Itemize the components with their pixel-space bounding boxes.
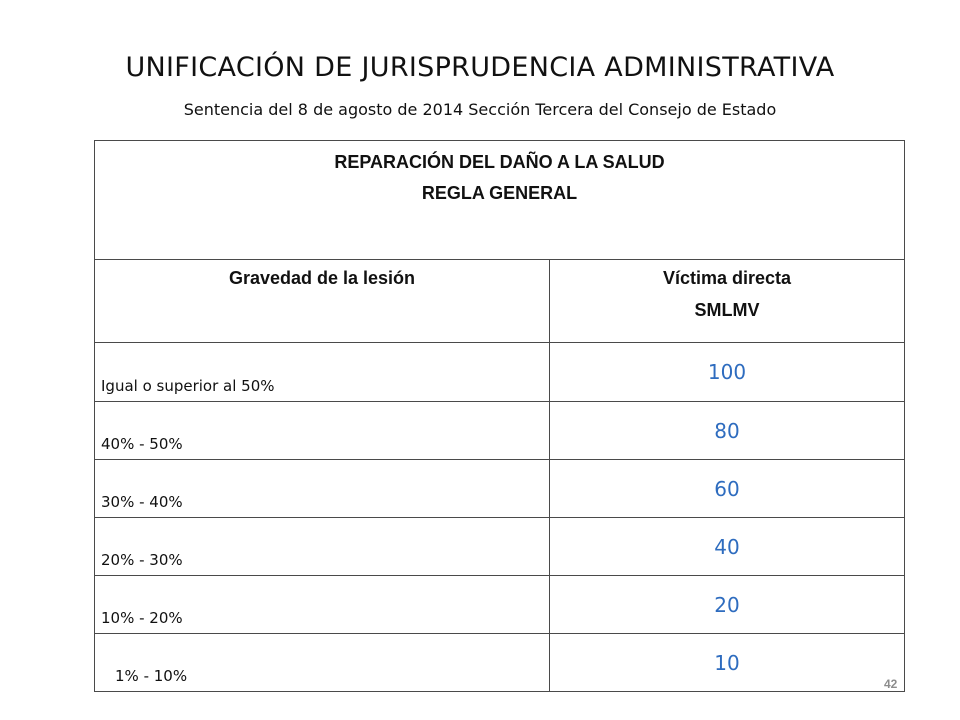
table-row [95,343,905,402]
column-header-severity [95,260,550,343]
page-number: 42 [884,677,898,691]
smlmv-value-cell: 40 [550,518,905,576]
severity-cell: 30% - 40% [95,460,550,518]
table-row [95,576,905,634]
table-heading [95,141,905,260]
severity-cell: 10% - 20% [95,576,550,634]
smlmv-value-cell: 60 [550,460,905,518]
smlmv-value-cell: 80 [550,402,905,460]
table-row [95,460,905,518]
column-header-unit-label: SMLMV [694,300,760,320]
severity-cell: 1% - 10% [95,634,550,692]
column-header-severity-label: Gravedad de la lesión [228,268,416,288]
column-header-victim [550,260,905,343]
table-row [95,402,905,460]
table-row [95,634,905,692]
severity-cell: Igual o superior al 50% [95,343,550,402]
slide-subtitle: Sentencia del 8 de agosto de 2014 Sección Tercera del Consejo de Estado [183,100,777,119]
smlmv-value-cell: 10 [550,634,905,692]
table-heading-title: REPARACIÓN DEL DAÑO A LA SALUD [334,152,665,172]
smlmv-value-cell: 20 [550,576,905,634]
damage-compensation-table [94,140,905,692]
table-heading-row [95,141,905,260]
smlmv-value-cell: 100 [550,343,905,402]
table-heading-rule: REGLA GENERAL [421,183,578,203]
slide-title: UNIFICACIÓN DE JURISPRUDENCIA ADMINISTRATIVA [125,52,835,83]
severity-cell: 20% - 30% [95,518,550,576]
column-header-victim-label: Víctima directa [662,268,792,288]
column-header-row [95,260,905,343]
table-row [95,518,905,576]
severity-cell: 40% - 50% [95,402,550,460]
